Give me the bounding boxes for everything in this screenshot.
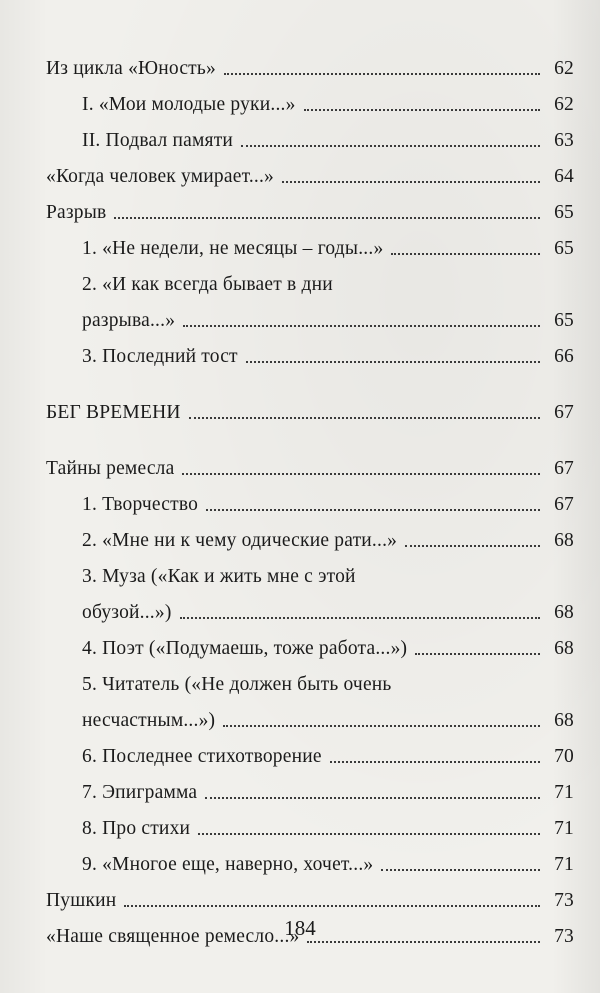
dot-leader: [246, 361, 540, 363]
toc-title: Тайны ремесла: [46, 458, 175, 479]
toc-page-number: 64: [554, 166, 574, 187]
toc-page-number: 68: [554, 638, 574, 659]
dot-leader: [282, 181, 540, 183]
toc-title: 9. «Многое еще, наверно, хочет...»: [82, 854, 374, 875]
toc-entry: [46, 444, 574, 480]
dot-leader: [330, 761, 540, 763]
toc-page-number: 62: [554, 58, 574, 79]
dot-leader: [381, 869, 540, 871]
toc-entry: [46, 116, 574, 152]
toc-title: 3. Муза («Как и жить мне с этой: [82, 566, 356, 587]
toc-entry: [46, 152, 574, 188]
toc-title: Пушкин: [46, 890, 117, 911]
toc-entry: [46, 44, 574, 80]
dot-leader: [198, 833, 540, 835]
toc-page-number: 65: [554, 238, 574, 259]
dot-leader: [114, 217, 540, 219]
dot-leader: [304, 109, 540, 111]
toc-entry: [46, 768, 574, 804]
dot-leader: [180, 617, 540, 619]
toc-title: Разрыв: [46, 202, 107, 223]
toc-title-continued: несчастным...»): [82, 710, 216, 731]
toc-page-number: 70: [554, 746, 574, 767]
toc-page-number: 71: [554, 854, 574, 875]
toc-title: 1. Творчество: [82, 494, 199, 515]
toc-entry: [46, 516, 574, 552]
dot-leader: [182, 473, 540, 475]
dot-leader: [224, 73, 540, 75]
page-number: 184: [284, 916, 316, 940]
toc-title: 1. «Не недели, не месяцы – годы...»: [82, 238, 384, 259]
toc-title: 3. Последний тост: [82, 346, 238, 367]
toc-section-heading: [46, 388, 574, 424]
toc-page-number: 68: [554, 710, 574, 731]
toc-entry: [46, 660, 574, 732]
toc-title: «Наше священное ремесло...»: [46, 926, 300, 947]
toc-page-number: 67: [554, 458, 574, 479]
toc-entry: [46, 876, 574, 912]
toc-page-number: 62: [554, 94, 574, 115]
dot-leader: [124, 905, 540, 907]
toc-page-number: 73: [554, 926, 574, 947]
toc-entry: [46, 732, 574, 768]
toc-entry: [46, 260, 574, 332]
toc-entry: [46, 624, 574, 660]
toc-entry: [46, 80, 574, 116]
toc-title: II. Подвал памяти: [82, 130, 234, 151]
toc-title: БЕГ ВРЕМЕНИ: [46, 402, 181, 423]
toc-title: «Когда человек умирает...»: [46, 166, 275, 187]
toc-entry: [46, 552, 574, 624]
toc-page-number: 73: [554, 890, 574, 911]
toc-entry: [46, 480, 574, 516]
toc-entry: [46, 804, 574, 840]
toc-title: 4. Поэт («Подумаешь, тоже работа...»): [82, 638, 408, 659]
toc-title-continued: разрыва...»: [82, 310, 176, 331]
toc-title-continued: обузой...»): [82, 602, 172, 623]
toc-page-number: 67: [554, 402, 574, 423]
toc-title: 5. Читатель («Не должен быть очень: [82, 674, 392, 695]
dot-leader: [223, 725, 540, 727]
dot-leader: [307, 941, 540, 943]
toc-entry: [46, 332, 574, 368]
toc-title: 7. Эпиграмма: [82, 782, 198, 803]
dot-leader: [183, 325, 540, 327]
dot-leader: [189, 417, 540, 419]
toc-entry: [46, 188, 574, 224]
toc-title: 6. Последнее стихотворение: [82, 746, 322, 767]
toc-page-number: 68: [554, 530, 574, 551]
toc-page-number: 71: [554, 818, 574, 839]
toc-title: 2. «И как всегда бывает в дни: [82, 274, 333, 295]
dot-leader: [391, 253, 540, 255]
toc-page-number: 66: [554, 346, 574, 367]
dot-leader: [415, 653, 540, 655]
toc-entry: [46, 224, 574, 260]
toc-page-number: 67: [554, 494, 574, 515]
toc-page-number: 68: [554, 602, 574, 623]
toc-page-number: 65: [554, 202, 574, 223]
toc-title: 2. «Мне ни к чему одические рати...»: [82, 530, 398, 551]
dot-leader: [206, 509, 540, 511]
table-of-contents: [46, 44, 574, 948]
dot-leader: [405, 545, 540, 547]
toc-title: I. «Мои молодые руки...»: [82, 94, 296, 115]
toc-page-number: 63: [554, 130, 574, 151]
toc-title: 8. Про стихи: [82, 818, 191, 839]
dot-leader: [241, 145, 540, 147]
toc-page-number: 65: [554, 310, 574, 331]
toc-title: Из цикла «Юность»: [46, 58, 216, 79]
toc-page-number: 71: [554, 782, 574, 803]
dot-leader: [205, 797, 540, 799]
toc-entry: [46, 840, 574, 876]
